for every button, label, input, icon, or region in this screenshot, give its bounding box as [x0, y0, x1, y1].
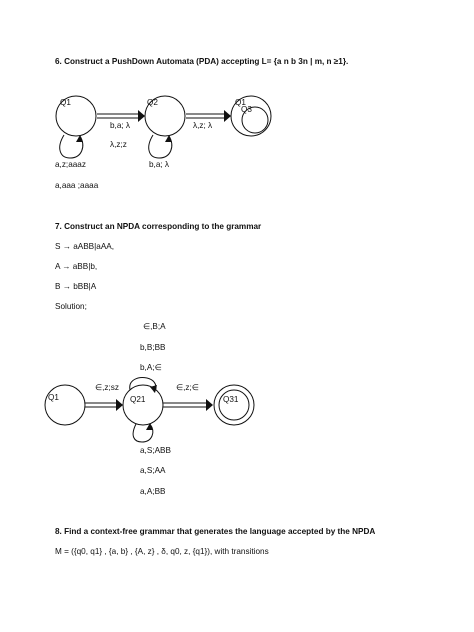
q6-loop-label-q1-second: a,aaa ;aaaa — [55, 181, 99, 190]
q7-arrow-q1-q21 — [85, 399, 123, 411]
q7-bottom-label-3: a,A;BB — [140, 487, 166, 496]
q6-state-label-q2: Q2 — [147, 98, 158, 107]
q7-bottom-label-2: a,S;AA — [140, 466, 166, 475]
q6-edge-label-q1-q2: b,a; λ — [110, 121, 131, 130]
q6-state-label-q1b: Q1 — [235, 98, 246, 107]
q7-bottom-label-1: a,S;ABB — [140, 446, 171, 455]
q6-state-label-q1: Q1 — [60, 98, 71, 107]
q7-state-label-q1: Q1 — [48, 393, 59, 402]
q7-rule-b: B → bBB|A — [55, 282, 97, 291]
q7-top-label-2: b,B;BB — [140, 343, 166, 352]
q7-state-q21 — [123, 385, 163, 425]
q7-state-label-q21: Q21 — [130, 395, 146, 404]
q6-heading: 6. Construct a PushDown Automata (PDA) accepting L= {a n b 3n | m, n ≥1}. — [55, 57, 349, 66]
q7-rule-a: A → aBB|b, — [55, 262, 98, 271]
q6-edge-label-lower: λ,z;z — [110, 140, 127, 149]
q7-top-label-1: ∈,B;A — [143, 322, 166, 331]
q7-top-label-3: b,A;∈ — [140, 363, 162, 372]
q7-arrow-q21-q31 — [163, 399, 213, 411]
q6-state-label-q3: Q3 — [241, 105, 252, 114]
q7-heading: 7. Construct an NPDA corresponding to the grammar — [55, 222, 262, 231]
q7-state-label-q31: Q31 — [223, 395, 239, 404]
q7-state-q1 — [45, 385, 85, 425]
q7-edge-label-2-3: ∈,z;∈ — [176, 383, 199, 392]
q7-loop-bottom-q21 — [133, 423, 153, 442]
q7-rule-s: S → aABB|aAA, — [55, 242, 115, 251]
q8-heading: 8. Find a context-free grammar that generates the language accepted by the NPDA — [55, 527, 376, 536]
q7-solution-label: Solution; — [55, 302, 87, 311]
q7-edge-label-1-2: ∈,z;sz — [95, 383, 119, 392]
q7-state-q31-outer — [214, 385, 254, 425]
q6-loop-label-q1: a,z;aaaz — [55, 160, 86, 169]
q6-edge-label-q2-q3: λ,z; λ — [193, 121, 213, 130]
q6-loop-label-q2: b,a; λ — [149, 160, 170, 169]
q8-definition: M = ({q0, q1} , {a, b} , {A, z} , δ, q0, z, {q1}), with transitions — [55, 547, 269, 556]
